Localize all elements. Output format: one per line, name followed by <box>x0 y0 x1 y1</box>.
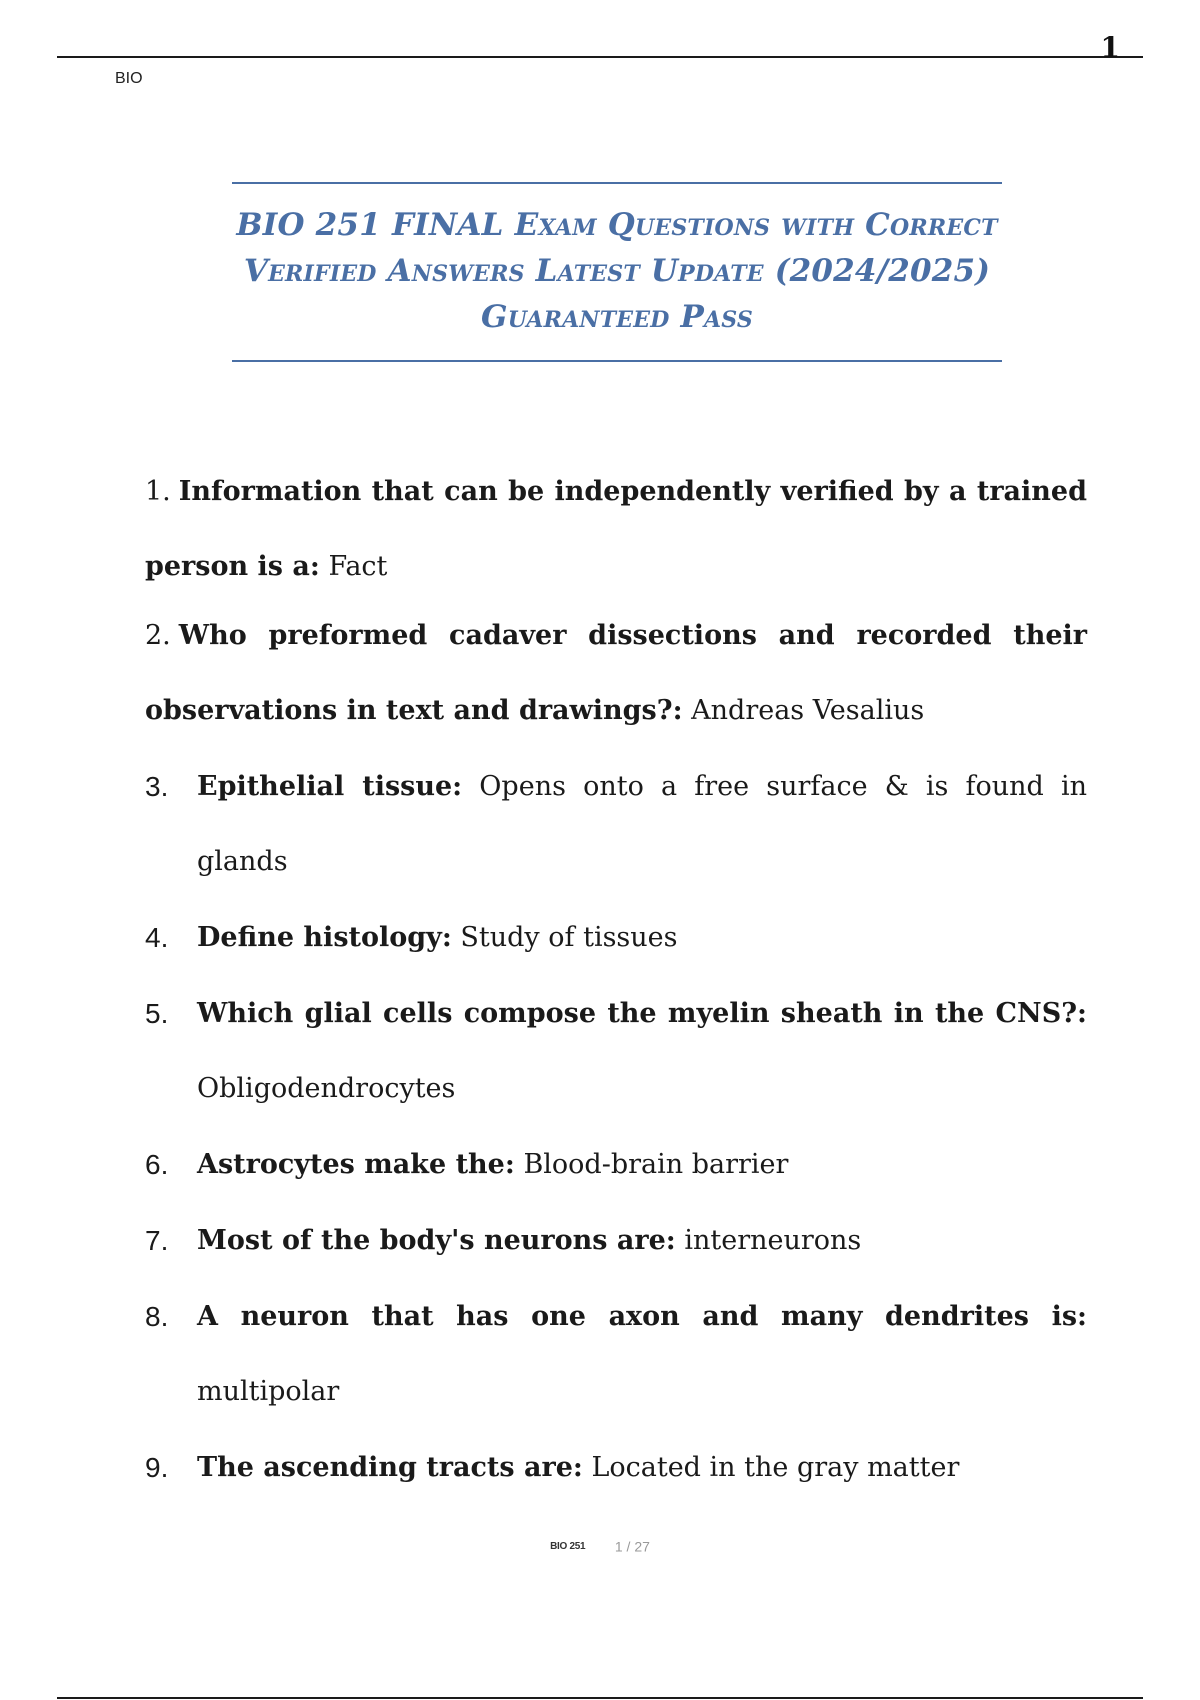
question-text: Astrocytes make the: <box>197 1149 515 1180</box>
question-body <box>197 1203 1087 1278</box>
header-rule <box>57 56 1143 58</box>
question-item-2 <box>145 598 1087 748</box>
question-number: 2. <box>145 620 171 651</box>
title-line-1: BIO 251 FINAL Exam Questions with Correct <box>236 207 998 243</box>
question-number: 7. <box>145 1225 169 1256</box>
question-text: Most of the body's neurons are: <box>197 1225 676 1256</box>
question-item-4 <box>145 900 1087 975</box>
question-body <box>197 976 1087 1126</box>
answer-text: multipolar <box>197 1376 340 1407</box>
question-text: Information that can be independently verified by a trained person is a: <box>145 476 1087 582</box>
question-text: A neuron that has one axon and many dendrites is: <box>197 1301 1087 1332</box>
question-item-1 <box>145 454 1087 604</box>
answer-text: Andreas Vesalius <box>691 695 925 726</box>
question-number: 9. <box>145 1452 169 1483</box>
answer-text: Fact <box>328 551 388 582</box>
answer-text: Opens onto a free surface & is found in glands <box>197 771 1087 877</box>
page-footer <box>0 1538 1200 1555</box>
question-item-3 <box>145 749 1087 899</box>
answer-text: interneurons <box>684 1225 862 1256</box>
question-body <box>197 900 1087 975</box>
question-text: The ascending tracts are: <box>197 1452 583 1483</box>
question-number: 8. <box>145 1301 169 1332</box>
answer-text: Obligodendrocytes <box>197 1073 456 1104</box>
question-item-6 <box>145 1127 1087 1202</box>
footer-course-label: BIO 251 <box>550 1541 586 1553</box>
question-item-8 <box>145 1279 1087 1429</box>
question-number: 5. <box>145 998 169 1029</box>
question-number: 4. <box>145 922 169 953</box>
question-body <box>197 749 1087 899</box>
question-text: Epithelial tissue: <box>197 771 463 802</box>
question-number: 3. <box>145 771 169 802</box>
title-line-3: Guaranteed Pass <box>481 299 753 335</box>
question-text: Which glial cells compose the myelin sheath in the CNS?: <box>197 998 1087 1029</box>
footer-rule <box>57 1697 1143 1699</box>
page-number: 1 <box>1100 31 1120 64</box>
answer-text: Blood-brain barrier <box>523 1149 789 1180</box>
answer-text: Study of tissues <box>460 922 678 953</box>
question-number: 6. <box>145 1149 169 1180</box>
title-line-2: Verified Answers Latest Update (2024/2025) <box>243 253 991 289</box>
document-title <box>232 182 1002 362</box>
question-item-5 <box>145 976 1087 1126</box>
question-item-9 <box>145 1430 1087 1505</box>
footer-page-counter: 1 / 27 <box>614 1538 650 1555</box>
question-body <box>197 1430 1087 1505</box>
question-number: 1. <box>145 476 171 507</box>
question-item-7 <box>145 1203 1087 1278</box>
question-body <box>197 1279 1087 1429</box>
header-label: BIO <box>115 70 143 87</box>
question-text: Who preformed cadaver dissections and recorded their observations in text and drawings?: <box>145 620 1087 726</box>
question-text: Define histology: <box>197 922 452 953</box>
question-list <box>145 460 1087 1505</box>
question-body <box>197 1127 1087 1202</box>
answer-text: Located in the gray matter <box>591 1452 960 1483</box>
